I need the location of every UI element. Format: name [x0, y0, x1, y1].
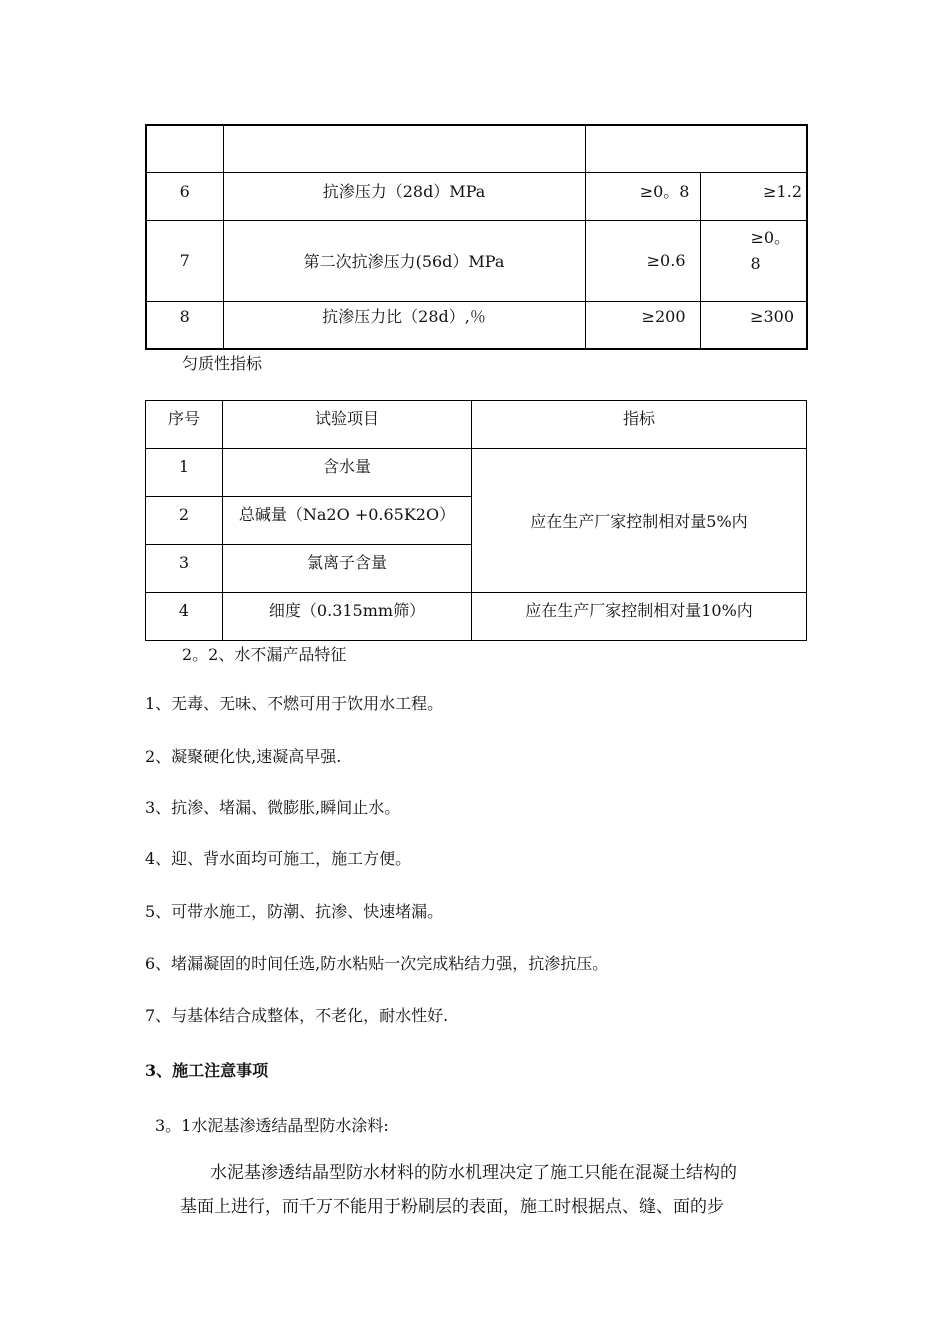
- header-no: 序号: [146, 401, 223, 449]
- table-cell-item: 抗渗压力比（28d）,％: [223, 301, 585, 349]
- section-3-heading: 3、施工注意事项: [145, 1061, 269, 1080]
- table-row: [146, 220, 807, 301]
- feature-item: 7、与基体结合成整体，不老化，耐水性好.: [145, 1006, 449, 1025]
- header-index: 指标: [472, 401, 807, 449]
- table-cell-item: 总碱量（Na2O +0.65K2O）: [223, 497, 472, 545]
- table-row: [146, 301, 807, 349]
- feature-item: 1、无毒、无味、不燃可用于饮用水工程。: [145, 694, 444, 713]
- table-cell-no: 1: [146, 449, 223, 497]
- feature-item: 4、迎、背水面均可施工，施工方便。: [145, 849, 412, 868]
- table-cell-std2: ≥0。 8: [700, 220, 807, 301]
- table-row: [146, 593, 807, 641]
- table-cell-std1: ≥0.6: [585, 220, 700, 301]
- table-cell-merged-index: 应在生产厂家控制相对量5%内: [472, 449, 807, 593]
- table-cell: [146, 125, 223, 172]
- table-row: [146, 449, 807, 497]
- table-cell-index: 应在生产厂家控制相对量10%内: [472, 593, 807, 641]
- performance-table: [145, 124, 808, 350]
- uniformity-table: [145, 400, 807, 641]
- table-cell-no: 4: [146, 593, 223, 641]
- feature-item: 5、可带水施工，防潮、抗渗、快速堵漏。: [145, 902, 444, 921]
- feature-item: 3、抗渗、堵漏、微膨胀,瞬间止水。: [145, 798, 401, 817]
- section-3-1-heading: 3。1水泥基渗透结晶型防水涂料:: [155, 1116, 389, 1135]
- table-cell-item: 第二次抗渗压力(56d）MPa: [223, 220, 585, 301]
- table-cell-no: 7: [146, 220, 223, 301]
- table-cell-item: 含水量: [223, 449, 472, 497]
- table-cell-item: 氯离子含量: [223, 545, 472, 593]
- feature-item: 2、凝聚硬化快,速凝高早强.: [145, 747, 342, 766]
- caption-uniformity: 匀质性指标: [182, 354, 263, 373]
- table-cell-no: 6: [146, 172, 223, 220]
- table-header-row: [146, 401, 807, 449]
- table-cell-std1: ≥200: [585, 301, 700, 349]
- table-cell-std2: ≥1.2: [700, 172, 807, 220]
- table-cell-std2: ≥300: [700, 301, 807, 349]
- table-row: [146, 172, 807, 220]
- section-2-2-heading: 2。2、水不漏产品特征: [182, 645, 347, 664]
- body-text-line: 水泥基渗透结晶型防水材料的防水机理决定了施工只能在混凝土结构的: [210, 1163, 737, 1183]
- body-text-line: 基面上进行，而千万不能用于粉刷层的表面，施工时根据点、缝、面的步: [180, 1197, 724, 1217]
- header-item: 试验项目: [223, 401, 472, 449]
- table-cell: [585, 125, 807, 172]
- table-row: [146, 125, 807, 172]
- table-cell-item: 抗渗压力（28d）MPa: [223, 172, 585, 220]
- table-cell-no: 8: [146, 301, 223, 349]
- table-cell: [223, 125, 585, 172]
- table-cell-no: 3: [146, 545, 223, 593]
- table-cell-std1: ≥0。8: [585, 172, 700, 220]
- table-cell-item: 细度（0.315mm筛）: [223, 593, 472, 641]
- table-cell-no: 2: [146, 497, 223, 545]
- feature-item: 6、堵漏凝固的时间任选,防水粘贴一次完成粘结力强，抗渗抗压。: [145, 954, 609, 973]
